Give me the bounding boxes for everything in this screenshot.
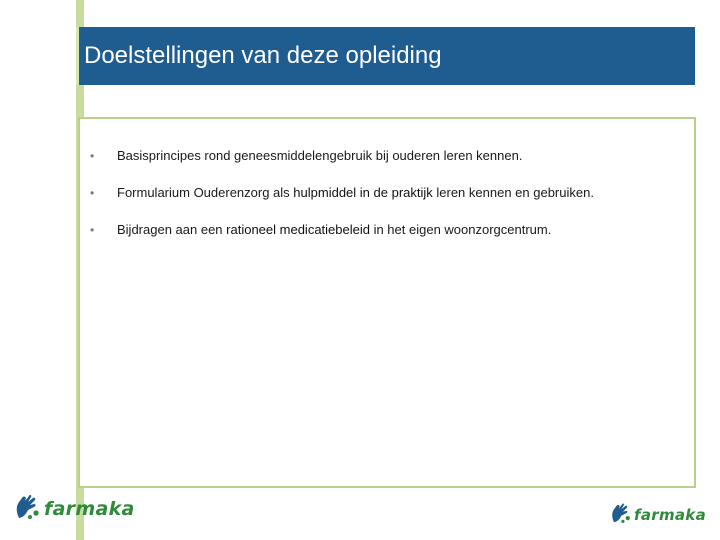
bullet-item-3 (90, 221, 685, 258)
bullet-item-2 (90, 184, 685, 221)
farmaka-logo-left (14, 492, 135, 525)
bullet-list (90, 147, 685, 258)
bullet-text-part: leren kennen en gebruiken. (432, 185, 594, 200)
bullet-text (117, 184, 594, 202)
title-bar (76, 27, 695, 85)
bullet-text-part: Bijdragen aan een (117, 222, 227, 237)
bullet-emphasis: rationeel medicatiebeleid (226, 222, 370, 237)
title-accent-stripe (76, 27, 79, 85)
bullet-text-part: Basisprincipes rond geneesmiddelengebruik bij ouderen leren kennen. (117, 148, 523, 163)
bullet-marker: • (90, 186, 95, 200)
bullet-text (117, 147, 522, 165)
farmaka-hand-icon (610, 501, 631, 529)
farmaka-hand-icon (14, 492, 40, 525)
bullet-text (117, 221, 551, 239)
farmaka-wordmark: farmaka (634, 506, 706, 524)
bullet-marker: • (90, 223, 95, 237)
bullet-text-part: in het eigen woonzorgcentrum. (369, 222, 552, 237)
bullet-item-1 (90, 147, 685, 184)
bullet-emphasis: hulpmiddel in de praktijk (293, 185, 433, 200)
bullet-marker: • (90, 149, 95, 163)
slide-title: Doelstellingen van deze opleiding (84, 42, 442, 69)
farmaka-logo-right (610, 501, 706, 529)
content-box (78, 117, 696, 488)
farmaka-wordmark: farmaka (44, 497, 135, 520)
bullet-text-part: Formularium Ouderenzorg als (117, 185, 294, 200)
